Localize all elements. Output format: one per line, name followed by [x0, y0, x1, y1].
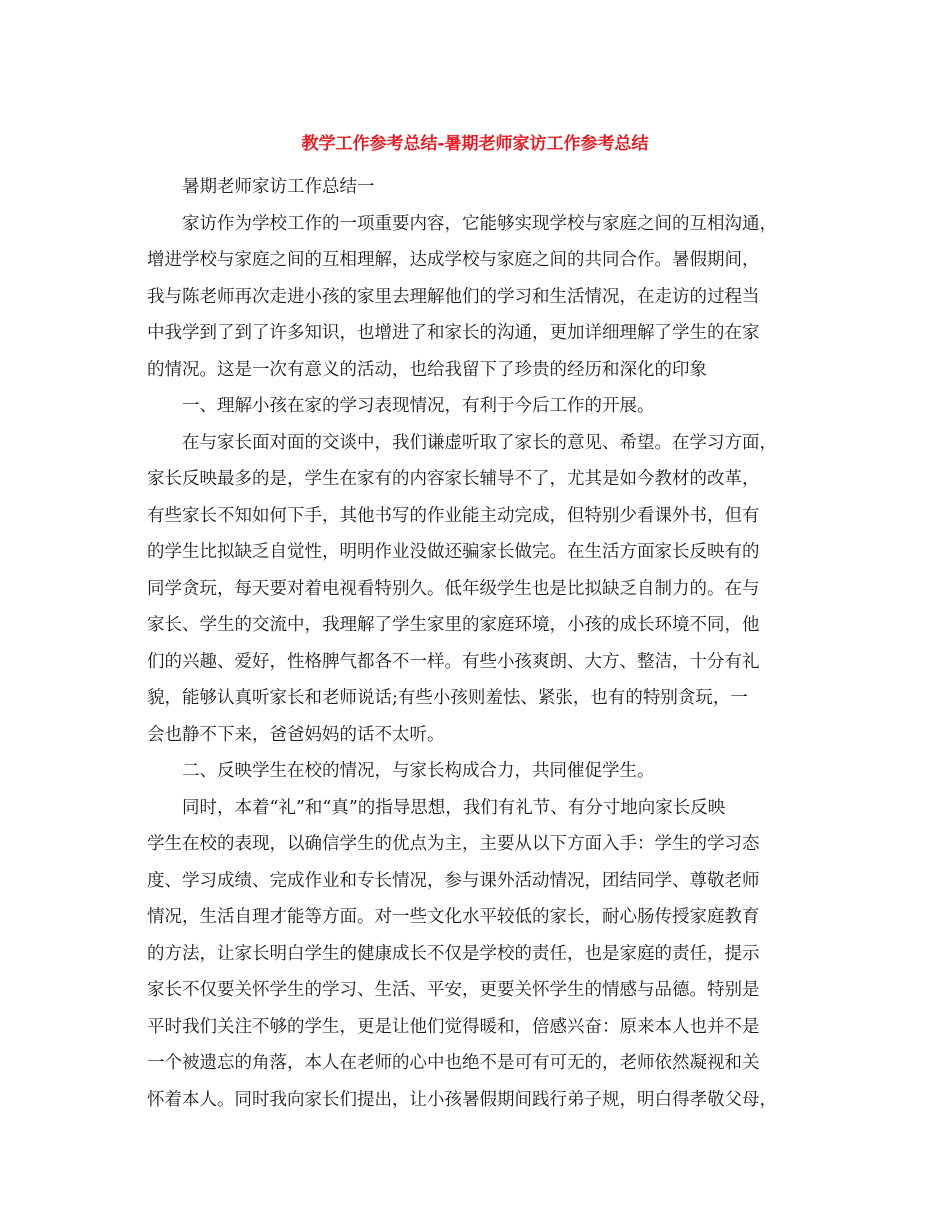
text-line: 同学贪玩，每天要对着电视看特别久。低年级学生也是比拟缺乏自制力的。在与 — [147, 578, 760, 599]
text-line: 的情况。这是一次有意义的活动，也给我留下了珍贵的经历和深化的印象 — [147, 359, 707, 380]
text-line: 家长反映最多的是，学生在家有的内容家长辅导不了，尤其是如今教材的改革， — [147, 469, 760, 489]
document-title: 教学工作参考总结-暑期老师家访工作参考总结 — [301, 134, 649, 154]
text-line: 情况，生活自理才能等方面。对一些文化水平较低的家长，耐心肠传授家庭教育 — [147, 907, 760, 927]
text-line: 会也静不下来，爸爸妈妈的话不太听。 — [147, 724, 445, 745]
text-line: 怀着本人。同时我向家长们提出，让小孩暑假期间践行弟子规，明白得孝敬父母， — [147, 1089, 777, 1110]
text-line: 度、学习成绩、完成作业和专长情况，参与课外活动情况，团结同学、尊敬老师 — [147, 870, 760, 891]
text-line: 的方法，让家长明白学生的健康成长不仅是学校的责任，也是家庭的责任，提示 — [147, 943, 760, 964]
text-line: 的学生比拟缺乏自觉性，明明作业没做还骗家长做完。在生活方面家长反映有的 — [147, 542, 760, 562]
text-line: 暑期老师家访工作总结一 — [182, 177, 375, 197]
text-line: 学生在校的表现，以确信学生的优点为主，主要从以下方面入手：学生的学习态 — [147, 834, 760, 854]
text-line: 中我学到了到了许多知识，也增进了和家长的沟通，更加详细理解了学生的在家 — [147, 323, 760, 343]
text-line: 们的兴趣、爱好，性格脾气都各不一样。有些小孩爽朗、大方、整洁，十分有礼 — [147, 651, 760, 672]
text-line: 家长不仅要关怀学生的学习、生活、平安，更要关怀学生的情感与品德。特别是 — [147, 980, 760, 1000]
text-line: 在与家长面对面的交谈中，我们谦虚听取了家长的意见、希望。在学习方面， — [182, 432, 777, 453]
text-line: 平时我们关注不够的学生，更是让他们觉得暖和，倍感兴奋：原来本人也并不是 — [147, 1016, 760, 1037]
text-line: 一个被遗忘的角落，本人在老师的心中也绝不是可有可无的，老师依然凝视和关 — [147, 1053, 760, 1073]
text-line: 一、理解小孩在家的学习表现情况，有利于今后工作的开展。 — [182, 396, 655, 416]
text-line: 二、反映学生在校的情况，与家长构成合力，共同催促学生。 — [182, 761, 655, 781]
text-line: 家访作为学校工作的一项重要内容，它能够实现学校与家庭之间的互相沟通， — [182, 213, 777, 234]
document-body — [147, 169, 812, 1118]
text-line: 家长、学生的交流中，我理解了学生家里的家庭环境，小孩的成长环境不同，他 — [147, 615, 760, 635]
text-line: 有些家长不知如何下手，其他书写的作业能主动完成，但特别少看课外书，但有 — [147, 505, 760, 526]
text-line: 同时，本着“礼”和“真”的指导思想，我们有礼节、有分寸地向家长反映 — [182, 797, 726, 818]
text-line: 我与陈老师再次走进小孩的家里去理解他们的学习和生活情况，在走访的过程当 — [147, 286, 760, 307]
text-line: 增进学校与家庭之间的互相理解，达成学校与家庭之间的共同合作。暑假期间， — [147, 250, 760, 270]
text-line: 貌，能够认真听家长和老师说话;有些小孩则羞怯、紧张，也有的特别贪玩，一 — [147, 688, 748, 708]
